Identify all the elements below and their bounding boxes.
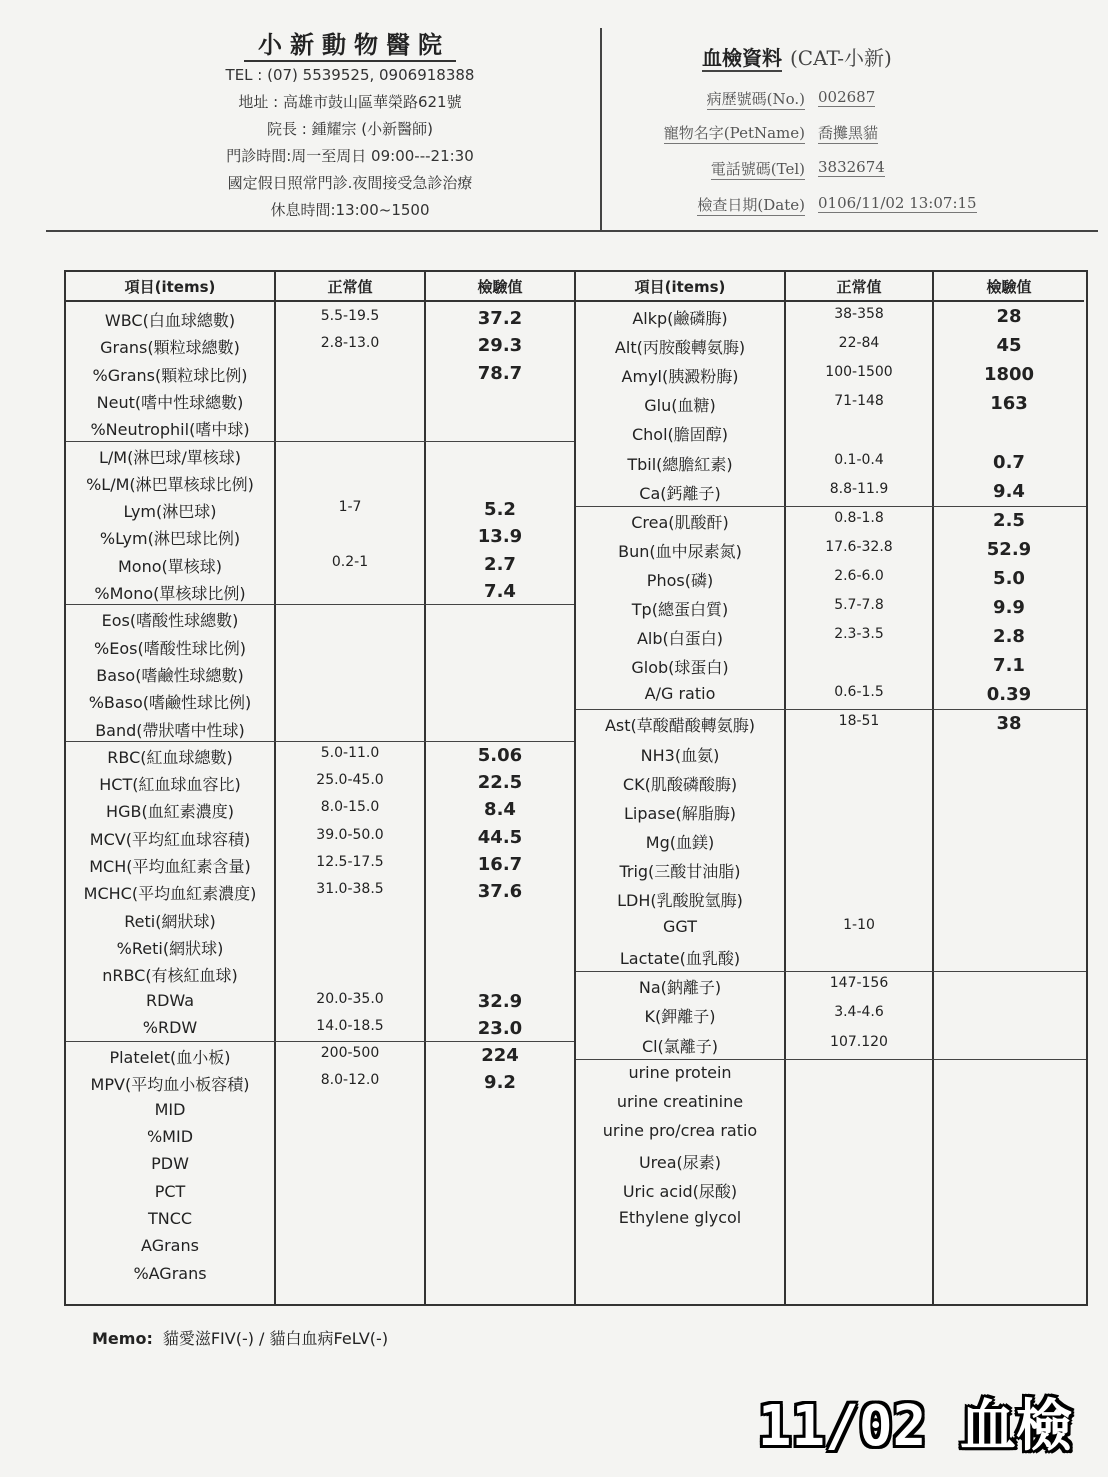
table-row — [66, 663, 574, 690]
table-row — [576, 859, 1086, 886]
group-separator — [576, 709, 1086, 710]
cell-range: 31.0-38.5 — [316, 881, 384, 898]
table-row — [66, 445, 574, 472]
cell-range: 107.120 — [830, 1033, 888, 1050]
table-row — [576, 364, 1086, 391]
clinic-director: 院長 : 鍾耀宗 (小新醫師) — [266, 120, 434, 138]
cell-range: 25.0-45.0 — [316, 772, 384, 789]
cell-item: PDW — [151, 1154, 189, 1174]
report-title-main: 血檢資料 — [702, 46, 782, 70]
table-row — [66, 881, 574, 908]
clinic-tel: TEL : (07) 5539525, 0906918388 — [225, 66, 475, 84]
header-divider-vertical — [600, 28, 602, 232]
cell-result: 38 — [996, 713, 1022, 735]
cell-result: 9.2 — [484, 1072, 516, 1094]
cell-item: Urea(尿素) — [638, 1152, 722, 1172]
cell-item: %Baso(嗜鹼性球比例) — [88, 693, 252, 713]
clinic-hours: 門診時間:周一至周日 09:00---21:30 — [226, 147, 474, 165]
cell-result: 224 — [481, 1045, 519, 1067]
cell-range: 5.5-19.5 — [320, 308, 380, 324]
col-header-range: 正常值 — [786, 272, 932, 302]
info-value: 0106/11/02 13:07:15 — [818, 194, 977, 212]
cell-item: Platelet(血小板) — [109, 1048, 231, 1068]
cell-range: 38-358 — [834, 306, 884, 322]
col-header-result: 檢驗值 — [426, 272, 574, 302]
table-row — [66, 1127, 574, 1154]
cell-item: urine pro/crea ratio — [602, 1120, 758, 1140]
cell-result: 37.6 — [477, 881, 523, 903]
table-row — [66, 636, 574, 663]
table-row — [576, 772, 1086, 799]
cell-range: 200-500 — [320, 1045, 380, 1062]
cell-range: 12.5-17.5 — [316, 854, 384, 870]
info-label: 電話號碼(Tel) — [710, 160, 805, 178]
cell-result: 0.7 — [993, 451, 1025, 473]
cell-range: 20.0-35.0 — [316, 990, 384, 1007]
info-label: 病歷號碼(No.) — [706, 90, 805, 108]
table-row — [576, 510, 1086, 537]
cell-result: 44.5 — [477, 826, 523, 848]
cell-range: 1-10 — [843, 917, 875, 934]
cell-item: Eos(嗜酸性球總數) — [101, 611, 239, 631]
cell-item: Ca(鈣離子) — [639, 483, 721, 503]
cell-item: %Mono(單核球比例) — [94, 584, 246, 603]
cell-item: MCV(平均紅血球容積) — [89, 829, 251, 849]
cell-item: Tbil(總膽紅素) — [627, 454, 733, 474]
table-row — [66, 526, 574, 553]
cell-result: 5.0 — [993, 567, 1025, 589]
cell-item: nRBC(有核紅血球) — [102, 966, 238, 986]
cell-item: Chol(膽固醇) — [631, 425, 729, 445]
cell-item: %RDW — [142, 1017, 198, 1037]
cell-item: CK(肌酸磷酸脢) — [622, 774, 738, 794]
hematology-table — [64, 270, 576, 1306]
cell-item: Mono(單核球) — [117, 556, 222, 576]
cell-result: 37.2 — [477, 308, 523, 329]
cell-result: 2.7 — [484, 553, 516, 575]
chemistry-table — [574, 270, 1088, 1306]
cell-item: TNCC — [147, 1208, 193, 1228]
table-row — [576, 452, 1086, 479]
clinic-address: 地址 : 高雄市鼓山區華榮路621號 — [238, 93, 462, 111]
table-row — [576, 335, 1086, 362]
table-row — [576, 1121, 1086, 1148]
cell-item: LDH(乳酸脫氫脢) — [617, 891, 743, 910]
date-stamp-overlay: 11/02 血檢 — [757, 1394, 1072, 1459]
cell-result: 2.5 — [993, 509, 1025, 531]
cell-item: Band(帶狀嗜中性球) — [95, 720, 245, 740]
report-title-sub: (CAT-小新) — [790, 46, 892, 70]
table-row — [576, 830, 1086, 857]
cell-item: %L/M(淋巴單核球比例) — [86, 474, 254, 494]
cell-item: Na(鈉離子) — [638, 978, 722, 998]
table-row — [576, 568, 1086, 595]
cell-range: 17.6-32.8 — [825, 538, 893, 555]
cell-item: HGB(血紅素濃度) — [106, 802, 234, 822]
cell-range: 100-1500 — [825, 364, 893, 381]
clinic-name: 小新動物醫院 — [244, 30, 456, 62]
table-row — [66, 991, 574, 1018]
table-row — [66, 1264, 574, 1291]
cell-item: %Neutrophil(嗜中球) — [90, 420, 250, 440]
cell-item: Cl(氯離子) — [641, 1036, 719, 1056]
info-value: 喬攤黑貓 — [818, 124, 879, 142]
group-separator — [576, 1059, 1086, 1060]
table-row — [576, 1004, 1086, 1031]
group-separator — [576, 971, 1086, 972]
cell-result: 13.9 — [477, 526, 523, 548]
table-row — [576, 1092, 1086, 1119]
cell-item: Glob(球蛋白) — [631, 658, 729, 678]
cell-result: 5.2 — [484, 499, 516, 521]
table-row — [66, 363, 574, 390]
table-row — [66, 390, 574, 417]
info-label: 寵物名字(PetName) — [663, 124, 805, 142]
cell-result: 22.5 — [477, 772, 523, 794]
table-row — [66, 608, 574, 635]
memo — [92, 1326, 388, 1349]
cell-item: MCH(平均血紅素含量) — [89, 857, 251, 876]
table-row — [66, 335, 574, 362]
cell-result: 9.9 — [993, 597, 1025, 618]
table-row — [66, 1100, 574, 1127]
cell-item: AGrans — [141, 1236, 199, 1256]
table-row — [576, 306, 1086, 333]
cell-item: NH3(血氨) — [640, 745, 720, 765]
cell-item: Lactate(血乳酸) — [619, 949, 741, 969]
cell-range: 5.7-7.8 — [834, 597, 884, 613]
table-row — [576, 801, 1086, 828]
table-row — [66, 308, 574, 335]
cell-item: Ast(草酸醋酸轉氨脢) — [604, 716, 756, 736]
cell-result: 52.9 — [986, 538, 1032, 560]
table-row — [576, 481, 1086, 508]
cell-item: Neut(嗜中性球總數) — [96, 392, 244, 412]
cell-item: Uric acid(尿酸) — [622, 1182, 738, 1201]
col-header-item: 項目(items) — [576, 272, 784, 302]
col-header-range: 正常值 — [276, 272, 424, 302]
group-separator — [66, 604, 574, 605]
table-row — [66, 936, 574, 963]
info-value: 002687 — [818, 88, 876, 106]
cell-item: Amyl(胰澱粉脢) — [621, 367, 739, 387]
cell-item: %Grans(顆粒球比例) — [92, 365, 248, 385]
cell-result: 163 — [990, 393, 1028, 415]
cell-item: Trig(三酸甘油脂) — [619, 861, 741, 881]
cell-item: Mg(血鎂) — [645, 832, 715, 852]
table-row — [576, 1208, 1086, 1235]
cell-item: Phos(磷) — [646, 570, 714, 590]
cell-item: Tp(總蛋白質) — [631, 600, 729, 619]
col-header-result: 檢驗值 — [934, 272, 1084, 302]
table-row — [66, 1236, 574, 1263]
table-row — [576, 888, 1086, 915]
table-row — [66, 554, 574, 581]
cell-range: 39.0-50.0 — [316, 826, 384, 843]
cell-item: RBC(紅血球總數) — [107, 747, 233, 767]
clinic-rest: 休息時間:13:00~1500 — [270, 201, 430, 219]
cell-range: 8.0-12.0 — [320, 1072, 380, 1089]
cell-item: Bun(血中尿素氮) — [618, 541, 742, 561]
cell-item: Lipase(解脂脢) — [624, 803, 736, 823]
cell-range: 14.0-18.5 — [316, 1017, 384, 1034]
cell-item: PCT — [154, 1181, 186, 1201]
cell-range: 2.3-3.5 — [834, 626, 884, 643]
cell-range: 8.8-11.9 — [829, 480, 889, 497]
cell-item: L/M(淋巴球/單核球) — [99, 447, 241, 467]
cell-item: %AGrans — [133, 1263, 207, 1283]
table-row — [66, 827, 574, 854]
cell-item: Baso(嗜鹼性球總數) — [96, 665, 244, 685]
cell-item: %Lym(淋巴球比例) — [99, 529, 241, 549]
cell-result: 29.3 — [477, 335, 523, 357]
cell-range: 5.0-11.0 — [320, 744, 380, 761]
table-row — [576, 626, 1086, 653]
cell-item: Lym(淋巴球) — [123, 502, 217, 522]
group-separator — [66, 441, 574, 442]
clinic-holiday: 國定假日照常門診.夜間接受急診治療 — [227, 174, 473, 192]
table-row — [66, 1045, 574, 1072]
cell-result: 2.8 — [993, 626, 1025, 648]
table-row — [576, 975, 1086, 1002]
header-divider-horizontal — [46, 230, 1098, 232]
table-row — [66, 1182, 574, 1209]
cell-result: 32.9 — [477, 990, 523, 1012]
col-header-item: 項目(items) — [66, 272, 274, 302]
table-row — [66, 772, 574, 799]
table-row — [66, 799, 574, 826]
report-title — [702, 42, 892, 71]
cell-item: Glu(血糖) — [644, 396, 716, 416]
group-separator — [66, 1041, 574, 1042]
cell-range: 0.8-1.8 — [834, 509, 884, 526]
cell-item: urine creatinine — [616, 1091, 744, 1111]
table-row — [576, 393, 1086, 420]
cell-range: 2.6-6.0 — [834, 567, 884, 584]
cell-range: 1-7 — [338, 499, 362, 516]
memo-label: Memo: — [92, 1329, 153, 1348]
cell-item: MID — [154, 1099, 186, 1119]
cell-item: Alkp(鹼磷脢) — [632, 309, 728, 328]
table-row — [576, 1063, 1086, 1090]
cell-result: 78.7 — [477, 362, 523, 384]
table-row — [576, 684, 1086, 711]
table-row — [576, 655, 1086, 682]
cell-result: 7.1 — [993, 655, 1025, 677]
cell-item: Alt(丙胺酸轉氨脢) — [614, 338, 746, 358]
cell-result: 8.4 — [484, 799, 516, 821]
info-label: 檢查日期(Date) — [697, 196, 805, 214]
cell-item: Ethylene glycol — [618, 1208, 742, 1228]
table-row — [576, 422, 1086, 449]
cell-item: HCT(紅血球血容比) — [99, 775, 241, 795]
table-row — [66, 963, 574, 990]
cell-item: K(鉀離子) — [644, 1007, 716, 1027]
cell-result: 0.39 — [986, 684, 1032, 706]
group-separator — [66, 741, 574, 742]
table-row — [66, 1072, 574, 1099]
cell-range: 22-84 — [838, 335, 880, 352]
cell-item: urine protein — [628, 1062, 732, 1082]
cell-range: 147-156 — [829, 975, 889, 992]
cell-range: 0.1-0.4 — [834, 451, 884, 468]
table-row — [576, 917, 1086, 944]
table-row — [66, 499, 574, 526]
cell-result: 28 — [996, 306, 1022, 327]
cell-item: WBC(白血球總數) — [104, 311, 236, 330]
cell-result: 16.7 — [477, 854, 523, 875]
cell-item: RDWa — [145, 990, 195, 1010]
table-row — [576, 597, 1086, 624]
cell-result: 5.06 — [477, 744, 523, 766]
memo-text: 貓愛滋FIV(-) / 貓白血病FeLV(-) — [162, 1329, 389, 1348]
table-row — [66, 745, 574, 772]
table-row — [576, 539, 1086, 566]
table-row — [66, 1209, 574, 1236]
table-row — [576, 1034, 1086, 1061]
cell-range: 0.6-1.5 — [834, 684, 884, 701]
table-row — [576, 1150, 1086, 1177]
cell-range: 0.2-1 — [331, 553, 369, 570]
table-row — [576, 743, 1086, 770]
cell-range: 18-51 — [838, 713, 880, 730]
cell-item: %MID — [146, 1127, 194, 1146]
cell-range: 2.8-13.0 — [320, 335, 380, 352]
table-row — [66, 909, 574, 936]
cell-item: MCHC(平均血紅素濃度) — [83, 884, 257, 904]
cell-item: %Reti(網狀球) — [116, 938, 224, 958]
cell-result: 45 — [996, 335, 1022, 357]
cell-item: Crea(肌酸酐) — [631, 512, 729, 532]
table-row — [576, 946, 1086, 973]
cell-result: 7.4 — [484, 581, 516, 602]
table-row — [576, 713, 1086, 740]
cell-item: A/G ratio — [644, 684, 716, 704]
cell-range: 71-148 — [834, 393, 884, 410]
info-value: 3832674 — [818, 158, 885, 176]
cell-item: Grans(顆粒球總數) — [100, 338, 240, 358]
table-row — [66, 472, 574, 499]
cell-result: 1800 — [983, 364, 1035, 386]
clinic-info — [120, 30, 580, 224]
table-row — [66, 854, 574, 881]
table-row — [66, 1154, 574, 1181]
cell-item: GGT — [663, 917, 697, 937]
cell-item: MPV(平均血小板容積) — [90, 1075, 250, 1095]
group-separator — [576, 506, 1086, 507]
cell-range: 3.4-4.6 — [834, 1004, 884, 1021]
cell-result: 23.0 — [477, 1017, 523, 1039]
table-row — [576, 1179, 1086, 1206]
cell-item: Alb(白蛋白) — [636, 629, 724, 649]
cell-item: %Eos(嗜酸性球比例) — [94, 638, 246, 658]
cell-range: 8.0-15.0 — [320, 799, 380, 816]
cell-result: 9.4 — [993, 480, 1025, 502]
cell-item: Reti(網狀球) — [124, 911, 216, 931]
table-row — [66, 690, 574, 717]
